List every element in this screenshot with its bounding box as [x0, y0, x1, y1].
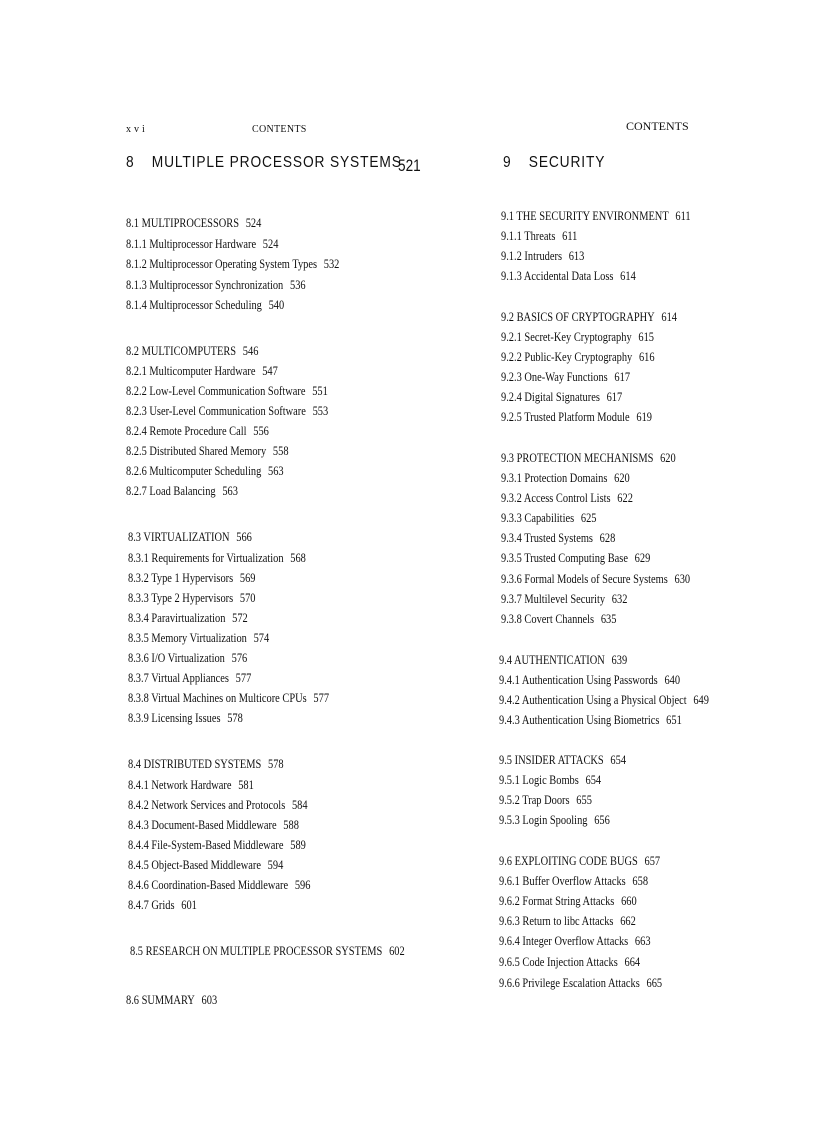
toc-entry-page: 588	[283, 818, 299, 832]
toc-entry-page: 617	[606, 390, 623, 404]
toc-entry-page: 584	[291, 798, 308, 812]
toc-entry-page: 572	[232, 611, 248, 625]
toc-entry-title: 9.2 BASICS OF CRYPTOGRAPHY	[501, 310, 655, 324]
toc-entry-page: 615	[638, 330, 654, 344]
toc-entry-page: 613	[568, 249, 585, 263]
toc-entry[interactable]	[501, 612, 616, 626]
toc-entry[interactable]	[126, 298, 284, 312]
toc-entry[interactable]	[128, 798, 308, 812]
toc-entry-title: 8.2 MULTICOMPUTERS	[126, 344, 237, 358]
toc-entry-title: 8.3.8 Virtual Machines on Multicore CPUs	[128, 691, 307, 705]
toc-entry[interactable]	[501, 551, 650, 565]
toc-entry[interactable]	[128, 838, 306, 852]
toc-entry[interactable]	[126, 384, 328, 398]
toc-entry-title: 9.2.1 Secret-Key Cryptography	[501, 330, 632, 344]
toc-entry[interactable]	[499, 693, 709, 707]
toc-entry-title: 8.4.1 Network Hardware	[128, 778, 232, 792]
toc-entry-page: 574	[253, 631, 270, 645]
toc-entry[interactable]	[499, 976, 662, 990]
toc-entry-page: 547	[262, 364, 278, 378]
toc-entry[interactable]	[126, 404, 328, 418]
toc-entry[interactable]	[126, 364, 278, 378]
toc-entry[interactable]	[501, 451, 676, 465]
toc-entry-page: 620	[660, 451, 676, 465]
toc-entry-page: 556	[253, 424, 269, 438]
toc-entry-page: 622	[617, 491, 633, 505]
toc-entry-page: 540	[268, 298, 285, 312]
toc-entry[interactable]	[126, 464, 284, 478]
toc-entry[interactable]	[499, 914, 636, 928]
toc-entry[interactable]	[126, 424, 269, 438]
toc-entry-title: 8.2.5 Distributed Shared Memory	[126, 444, 267, 458]
toc-entry-page: 663	[634, 934, 651, 948]
toc-entry-title: 9.4.3 Authentication Using Biometrics	[499, 713, 660, 727]
toc-entry[interactable]	[128, 611, 248, 625]
toc-entry[interactable]	[501, 350, 655, 364]
toc-entry[interactable]	[499, 813, 610, 827]
toc-entry[interactable]	[128, 651, 247, 665]
toc-entry-title: 8.4.7 Grids	[128, 898, 175, 912]
toc-entry-title: 8.2.6 Multicomputer Scheduling	[126, 464, 262, 478]
toc-entry[interactable]	[126, 216, 261, 230]
toc-entry-title: 8.3.9 Licensing Issues	[128, 711, 221, 725]
toc-entry-page: 546	[242, 344, 259, 358]
toc-entry-page: 635	[600, 612, 617, 626]
toc-entry[interactable]	[501, 410, 652, 424]
toc-entry-title: 8.4.5 Object-Based Middleware	[128, 858, 261, 872]
toc-entry-page: 654	[610, 753, 627, 767]
toc-entry-title: 8.4.3 Document-Based Middleware	[128, 818, 277, 832]
toc-entry[interactable]	[499, 753, 626, 767]
toc-entry-page: 660	[621, 894, 637, 908]
toc-entry-page: 654	[585, 773, 602, 787]
toc-entry[interactable]	[501, 209, 691, 223]
toc-entry-title: 9.3.6 Formal Models of Secure Systems	[501, 572, 668, 586]
toc-entry[interactable]	[126, 257, 339, 271]
toc-entry[interactable]	[501, 390, 622, 404]
toc-entry-title: 9.1 THE SECURITY ENVIRONMENT	[501, 209, 669, 223]
toc-entry[interactable]	[499, 854, 660, 868]
toc-entry-title: 8.1.4 Multiprocessor Scheduling	[126, 298, 262, 312]
toc-entry[interactable]	[130, 944, 405, 958]
toc-entry-title: 9.1.2 Intruders	[501, 249, 562, 263]
toc-entry-title: 9.3.5 Trusted Computing Base	[501, 551, 628, 565]
toc-entry-page: 603	[201, 993, 218, 1007]
toc-entry-page: 558	[272, 444, 289, 458]
toc-entry-page: 616	[638, 350, 655, 364]
toc-entry-title: 9.2.3 One-Way Functions	[501, 370, 608, 384]
toc-entry-page: 640	[664, 673, 681, 687]
toc-entry-page: 611	[675, 209, 691, 223]
toc-entry-page: 665	[646, 976, 663, 990]
toc-entry-title: 9.6.3 Return to libc Attacks	[499, 914, 614, 928]
toc-entry[interactable]	[501, 229, 577, 243]
toc-entry-page: 551	[312, 384, 328, 398]
toc-entry-title: 9.3.8 Covert Channels	[501, 612, 595, 626]
toc-entry-title: 8.3.7 Virtual Appliances	[128, 671, 229, 685]
toc-entry-page: 577	[235, 671, 252, 685]
toc-entry-page: 570	[239, 591, 256, 605]
toc-entry-page: 532	[323, 257, 340, 271]
page-number-roman: xvi	[126, 124, 148, 135]
toc-entry-title: 8.3.4 Paravirtualization	[128, 611, 226, 625]
toc-entry-title: 9.1.1 Threats	[501, 229, 556, 243]
toc-entry-title: 9.3.7 Multilevel Security	[501, 592, 606, 606]
toc-entry[interactable]	[501, 249, 584, 263]
toc-entry-title: 8.3.5 Memory Virtualization	[128, 631, 247, 645]
toc-entry[interactable]	[501, 531, 615, 545]
toc-entry[interactable]	[128, 858, 283, 872]
toc-entry-title: 9.2.2 Public-Key Cryptography	[501, 350, 633, 364]
toc-entry-page: 578	[227, 711, 243, 725]
chapter-number: 8	[126, 154, 135, 171]
running-header-right: CONTENTS	[626, 119, 689, 133]
toc-entry-page: 658	[632, 874, 649, 888]
toc-entry-title: 8.3.6 I/O Virtualization	[128, 651, 225, 665]
toc-entry[interactable]	[501, 370, 630, 384]
toc-entry[interactable]	[128, 898, 197, 912]
toc-entry-page: 563	[268, 464, 284, 478]
toc-entry-page: 620	[614, 471, 630, 485]
toc-entry[interactable]	[128, 711, 243, 725]
toc-entry-page: 611	[562, 229, 578, 243]
toc-entry-title: 9.4 AUTHENTICATION	[499, 653, 605, 667]
toc-entry-page: 614	[620, 269, 636, 283]
toc-entry-title: 9.3 PROTECTION MECHANISMS	[501, 451, 654, 465]
toc-entry[interactable]	[501, 572, 690, 586]
toc-entry-title: 9.6 EXPLOITING CODE BUGS	[499, 854, 638, 868]
toc-entry[interactable]	[501, 269, 636, 283]
toc-entry-page: 578	[268, 757, 284, 771]
toc-entry-page: 614	[661, 310, 678, 324]
toc-entry-page: 601	[181, 898, 197, 912]
toc-entry-page: 553	[312, 404, 329, 418]
toc-entry-title: 9.3.4 Trusted Systems	[501, 531, 593, 545]
chapter-9-heading	[503, 154, 605, 172]
toc-entry[interactable]	[501, 471, 630, 485]
toc-entry[interactable]	[126, 237, 278, 251]
toc-entry[interactable]	[501, 592, 627, 606]
toc-entry-title: 9.2.5 Trusted Platform Module	[501, 410, 630, 424]
chapter-number: 9	[503, 154, 512, 171]
toc-entry-title: 9.6.1 Buffer Overflow Attacks	[499, 874, 626, 888]
toc-entry[interactable]	[501, 330, 654, 344]
chapter-8-heading	[126, 154, 402, 172]
toc-entry[interactable]	[128, 691, 329, 705]
toc-entry[interactable]	[501, 511, 596, 525]
toc-entry[interactable]	[126, 344, 258, 358]
toc-entry-title: 8.3.2 Type 1 Hypervisors	[128, 571, 234, 585]
chapter-8-page: 521	[398, 156, 421, 175]
toc-entry-title: 9.5.2 Trap Doors	[499, 793, 570, 807]
toc-entry-page: 632	[611, 592, 628, 606]
toc-entry-page: 649	[693, 693, 709, 707]
toc-entry[interactable]	[128, 757, 284, 771]
toc-entry-title: 9.3.3 Capabilities	[501, 511, 575, 525]
toc-entry-page: 576	[231, 651, 248, 665]
toc-entry[interactable]	[501, 491, 633, 505]
toc-entry[interactable]	[128, 571, 256, 585]
toc-entry[interactable]	[499, 934, 651, 948]
toc-entry-page: 524	[262, 237, 279, 251]
toc-entry[interactable]	[499, 793, 592, 807]
toc-entry-title: 8.4 DISTRIBUTED SYSTEMS	[128, 757, 262, 771]
toc-entry[interactable]	[499, 874, 648, 888]
toc-entry-page: 625	[580, 511, 597, 525]
toc-entry-page: 524	[245, 216, 262, 230]
toc-entry-title: 9.2.4 Digital Signatures	[501, 390, 600, 404]
toc-entry-page: 656	[594, 813, 610, 827]
toc-entry-page: 563	[222, 484, 238, 498]
toc-entry-title: 8.4.2 Network Services and Protocols	[128, 798, 286, 812]
toc-entry[interactable]	[499, 673, 680, 687]
toc-entry[interactable]	[499, 955, 640, 969]
toc-entry-page: 581	[238, 778, 254, 792]
toc-entry-title: 8.2.3 User-Level Communication Software	[126, 404, 306, 418]
toc-entry[interactable]	[128, 551, 306, 565]
toc-entry-title: 8.6 SUMMARY	[126, 993, 195, 1007]
chapter-title: SECURITY	[528, 154, 606, 171]
toc-entry-page: 619	[636, 410, 653, 424]
toc-entry-title: 8.1.3 Multiprocessor Synchronization	[126, 278, 284, 292]
toc-entry-page: 617	[614, 370, 631, 384]
toc-entry-page: 577	[313, 691, 330, 705]
toc-entry-page: 596	[294, 878, 311, 892]
running-header-left: CONTENTS	[252, 124, 307, 135]
toc-entry-title: 9.6.5 Code Injection Attacks	[499, 955, 618, 969]
toc-entry[interactable]	[128, 778, 254, 792]
toc-entry[interactable]	[126, 278, 306, 292]
toc-entry-title: 9.6.4 Integer Overflow Attacks	[499, 934, 629, 948]
toc-entry-page: 568	[290, 551, 306, 565]
toc-entry[interactable]	[499, 713, 682, 727]
toc-entry[interactable]	[501, 310, 677, 324]
toc-entry-page: 664	[624, 955, 641, 969]
toc-entry-page: 589	[290, 838, 306, 852]
toc-entry-title: 8.5 RESEARCH ON MULTIPLE PROCESSOR SYSTEMS	[130, 944, 383, 958]
toc-entry[interactable]	[126, 993, 217, 1007]
toc-entry-title: 9.3.2 Access Control Lists	[501, 491, 611, 505]
toc-entry-title: 9.4.2 Authentication Using a Physical Object	[499, 693, 687, 707]
toc-entry-title: 8.4.4 File-System-Based Middleware	[128, 838, 284, 852]
toc-entry-title: 9.5 INSIDER ATTACKS	[499, 753, 604, 767]
toc-entry-title: 8.1.1 Multiprocessor Hardware	[126, 237, 257, 251]
toc-entry-title: 9.6.2 Format String Attacks	[499, 894, 615, 908]
chapter-title: MULTIPLE PROCESSOR SYSTEMS	[151, 154, 402, 171]
toc-entry-page: 639	[611, 653, 628, 667]
toc-entry[interactable]	[126, 484, 238, 498]
toc-entry-page: 569	[239, 571, 256, 585]
toc-entry-title: 8.2.4 Remote Procedure Call	[126, 424, 247, 438]
toc-entry-title: 8.2.7 Load Balancing	[126, 484, 216, 498]
toc-entry[interactable]	[128, 591, 256, 605]
toc-entry-title: 8.3.1 Requirements for Virtualization	[128, 551, 284, 565]
toc-entry-page: 536	[289, 278, 306, 292]
toc-entry-title: 8.3.3 Type 2 Hypervisors	[128, 591, 234, 605]
toc-entry-title: 8.4.6 Coordination-Based Middleware	[128, 878, 289, 892]
toc-entry[interactable]	[126, 444, 289, 458]
toc-entry-title: 8.2.2 Low-Level Communication Software	[126, 384, 306, 398]
toc-entry-page: 657	[644, 854, 661, 868]
toc-entry[interactable]	[128, 671, 251, 685]
toc-entry-page: 651	[666, 713, 682, 727]
toc-entry-page: 630	[674, 572, 691, 586]
toc-entry-page: 566	[236, 530, 252, 544]
toc-entry-title: 8.2.1 Multicomputer Hardware	[126, 364, 256, 378]
toc-entry[interactable]	[499, 773, 601, 787]
toc-entry-title: 9.3.1 Protection Domains	[501, 471, 608, 485]
toc-entry-title: 9.4.1 Authentication Using Passwords	[499, 673, 658, 687]
toc-entry-title: 8.1.2 Multiprocessor Operating System Types	[126, 257, 318, 271]
toc-entry-page: 662	[620, 914, 636, 928]
toc-entry[interactable]	[128, 530, 252, 544]
toc-entry-page: 655	[576, 793, 592, 807]
toc-entry-page: 602	[389, 944, 405, 958]
toc-entry[interactable]	[128, 818, 299, 832]
toc-entry-title: 9.5.3 Login Spooling	[499, 813, 588, 827]
toc-entry[interactable]	[499, 894, 637, 908]
toc-entry[interactable]	[128, 878, 310, 892]
toc-entry-title: 9.1.3 Accidental Data Loss	[501, 269, 614, 283]
toc-entry-title: 9.6.6 Privilege Escalation Attacks	[499, 976, 640, 990]
toc-entry-page: 629	[634, 551, 651, 565]
toc-entry-title: 8.3 VIRTUALIZATION	[128, 530, 230, 544]
toc-entry-title: 9.5.1 Logic Bombs	[499, 773, 579, 787]
toc-entry-title: 8.1 MULTIPROCESSORS	[126, 216, 239, 230]
toc-entry[interactable]	[499, 653, 627, 667]
toc-entry[interactable]	[128, 631, 269, 645]
toc-entry-page: 594	[267, 858, 284, 872]
toc-entry-page: 628	[599, 531, 616, 545]
